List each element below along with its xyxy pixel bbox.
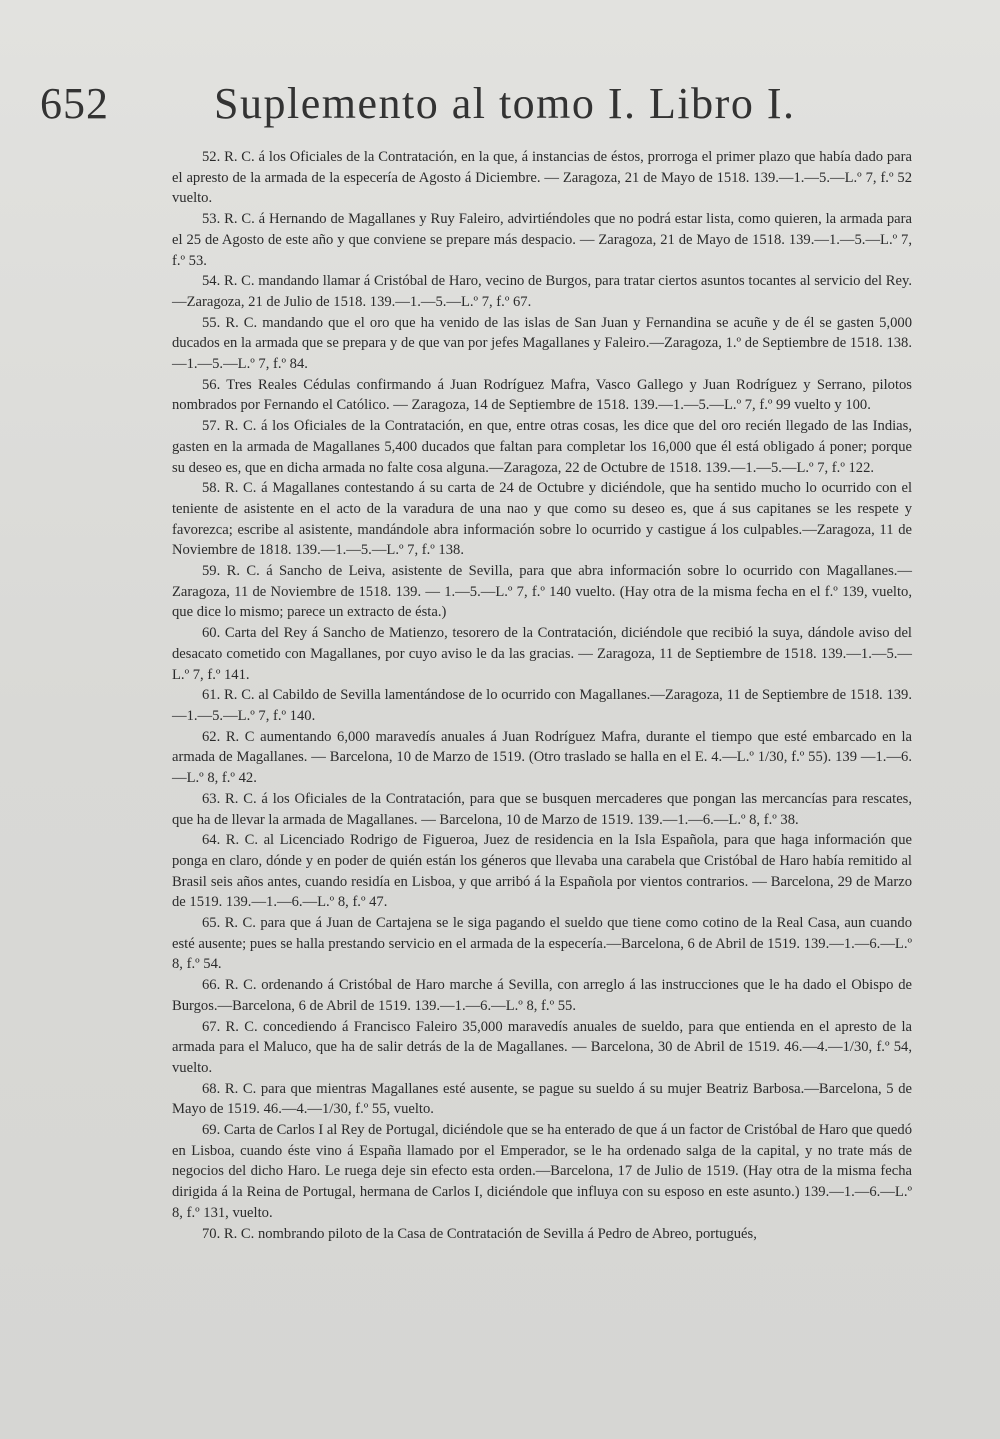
entry-58: 58. R. C. á Magallanes contestando á su carta de 24 de Octubre y diciéndole, que ha sentido mucho lo ocurrido con el teniente de asistente en el acto de la varadura de una nao y que como su deseo es, que á sus capitanes se les respete y favorezca; escribe al asistente, mandándole abra información sobre lo ocurrido y castigue á los culpables.—Zaragoza, 11 de Noviembre de 1818. 139.—1.—5.—L.º 7, f.º 138. (172, 480, 912, 559)
page-header (0, 78, 1000, 148)
entry-65: 65. R. C. para que á Juan de Cartajena se le siga pagando el sueldo que tiene como cotino de la Real Casa, aun cuando esté ausente; pues se halla prestando servicio en el armada de la especería.—Barcelona, 6 de Abril de 1519. 139.—1.—6.—L.º 8, f.º 54. (172, 915, 912, 973)
entry-62: 62. R. C aumentando 6,000 maravedís anuales á Juan Rodríguez Mafra, durante el tiempo que esté embarcado en la armada de Magallanes. — Barcelona, 10 de Marzo de 1519. (Otro traslado se halla en el E. 4.—L.º 1/30, f.º 55). 139 —1.—6.—L.º 8, f.º 42. (172, 728, 912, 787)
entry-63: 63. R. C. á los Oficiales de la Contratación, para que se busquen mercaderes que pongan las mercancías para rescates, que ha de llevar la armada de Magallanes. — Barcelona, 10 de Marzo de 1519. 139.—1.—6.—L.º 8, f.º 38. (172, 790, 912, 828)
entry-53: 53. R. C. á Hernando de Magallanes y Ruy Faleiro, advirtiéndoles que no podrá estar lista, como quieren, la armada para el 25 de Agosto de este año y que conviene se prepare más despacio. — Zaragoza, 21 de Mayo de 1518. 139.—1.—5.—L.º 7, f.º 53. (172, 211, 912, 269)
entry-64: 64. R. C. al Licenciado Rodrigo de Figueroa, Juez de residencia en la Isla Española, para que haga información que ponga en claro, dónde y en poder de quién están los géneros que llevaba una carabela que Cristóbal de Haro había remitido al Brasil seis años antes, cuando residía en Lisboa, y que arribó á la Española por vientos contrarios. — Barcelona, 29 de Marzo de 1519. 139.—1.—6.—L.º 8, f.º 47. (172, 832, 912, 911)
entries-list (172, 147, 912, 1244)
entry-70: 70. R. C. nombrando piloto de la Casa de Contratación de Sevilla á Pedro de Abreo, portugués, (202, 1225, 757, 1242)
entry-52: 52. R. C. á los Oficiales de la Contratación, en la que, á instancias de éstos, prorroga el primer plazo que había dado para el apresto de la armada de la especería de Agosto á Diciembre. — Zaragoza, 21 de Mayo de 1518. 139.—1.—5.—L.º 7, f.º 52 vuelto. (172, 149, 912, 207)
entry-57: 57. R. C. á los Oficiales de la Contratación, en que, entre otras cosas, les dice que del oro recién llegado de las Indias, gasten en la armada de Magallanes 5,400 ducados que faltan para completar los 16,000 que él está obligado á poner; porque su deseo es, que en dicha armada no falte cosa alguna.—Zaragoza, 22 de Octubre de 1518. 139.—1.—5.—L.º 7, f.º 122. (172, 418, 912, 476)
entry-56: 56. Tres Reales Cédulas confirmando á Juan Rodríguez Mafra, Vasco Gallego y Juan Rodríguez y Serrano, pilotos nombrados por Fernando el Católico. — Zaragoza, 14 de Septiembre de 1518. 139.—1.—5.—L.º 7, f.º 99 vuelto y 100. (172, 376, 912, 414)
entry-60: 60. Carta del Rey á Sancho de Matienzo, tesorero de la Contratación, diciéndole que recibió la suya, dándole aviso del desacato cometido con Magallanes, por cuyo aviso le da las gracias. — Zaragoza, 11 de Septiembre de 1518. 139.—1.—5.—L.º 7, f.º 141. (172, 625, 912, 683)
entry-67: 67. R. C. concediendo á Francisco Faleiro 35,000 maravedís anuales de sueldo, para que entienda en el apresto de la armada para el Maluco, que ha de salir detrás de la de Magallanes. — Barcelona, 30 de Abril de 1519. 46.—4.—1/30, f.º 54, vuelto. (172, 1018, 912, 1076)
entry-59: 59. R. C. á Sancho de Leiva, asistente de Sevilla, para que abra información sobre lo ocurrido con Magallanes.—Zaragoza, 11 de Noviembre de 1518. 139. — 1.—5.—L.º 7, f.º 140 vuelto. (Hay otra de la misma fecha en el f.º 139, vuelto, que dice lo mismo; parece un extracto de ésta.) (172, 563, 912, 621)
page-number: 652 (40, 79, 109, 128)
entry-61: 61. R. C. al Cabildo de Sevilla lamentándose de lo ocurrido con Magallanes.—Zaragoza, 11 de Septiembre de 1518. 139.—1.—5.—L.º 7, f.º 140. (172, 687, 912, 724)
entry-66: 66. R. C. ordenando á Cristóbal de Haro marche á Sevilla, con arreglo á las instrucciones que le ha dado el Obispo de Burgos.—Barcelona, 6 de Abril de 1519. 139.—1.—6.—L.º 8, f.º 55. (172, 977, 912, 1014)
entry-54: 54. R. C. mandando llamar á Cristóbal de Haro, vecino de Burgos, para tratar ciertos asuntos tocantes al servicio del Rey.—Zaragoza, 21 de Julio de 1518. 139.—1.—5.—L.º 7, f.º 67. (172, 273, 912, 310)
page-title: Suplemento al tomo I. Libro I. (214, 79, 796, 128)
entry-55: 55. R. C. mandando que el oro que ha venido de las islas de San Juan y Fernandina se acuñe y de él se gasten 5,000 ducados en la armada que se prepara y de que van por jefes Magallanes y Faleiro.—Zaragoza, 1.º de Septiembre de 1518. 138.—1.—5.—L.º 7, f.º 84. (172, 314, 912, 373)
entry-68: 68. R. C. para que mientras Magallanes esté ausente, se pague su sueldo á su mujer Beatriz Barbosa.—Barcelona, 5 de Mayo de 1519. 46.—4.—1/30, f.º 55, vuelto. (172, 1080, 912, 1118)
entry-69: 69. Carta de Carlos I al Rey de Portugal, diciéndole que se ha enterado de que á un factor de Cristóbal de Haro que quedó en Lisboa, cuando éste vino á España llamado por el Emperador, se le ha ordenado salga de la capital, y no trate más de negocios del dicho Haro. Le ruega deje sin efecto esta orden.—Barcelona, 17 de Julio de 1519. (Hay otra de la misma fecha dirigida á la Reina de Portugal, hermana de Carlos I, diciéndole que influya con su esposo en este asunto.) 139.—1.—6.—L.º 8, f.º 131, vuelto. (172, 1122, 912, 1221)
